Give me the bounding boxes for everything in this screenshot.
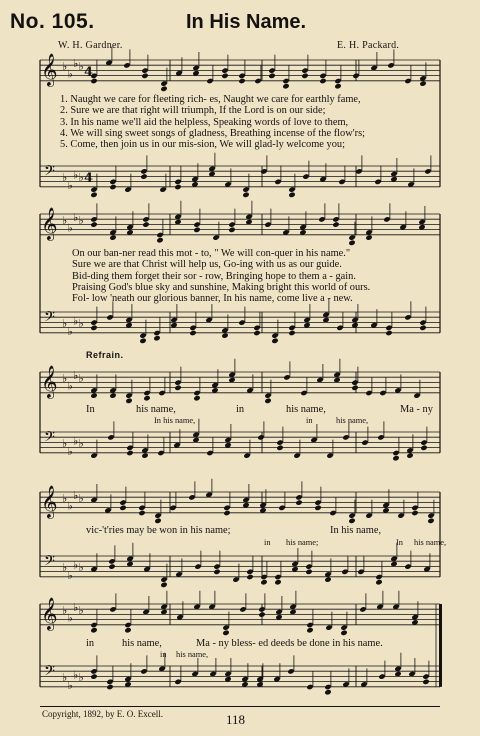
flat-icon: ♭ — [73, 211, 79, 225]
final-bar — [439, 604, 442, 687]
note-head — [126, 450, 133, 456]
flat-icon: ♭ — [78, 59, 84, 73]
refrain-bass-lyric: his name; — [286, 538, 319, 547]
flat-icon: ♭ — [73, 57, 79, 71]
footer-rule — [40, 706, 440, 707]
refrain-lyric: In his name, — [330, 525, 382, 536]
note-head — [90, 627, 97, 633]
note-head — [334, 83, 341, 89]
flat-icon: ♭ — [78, 317, 84, 330]
note-head — [138, 510, 145, 516]
flat-icon: ♭ — [78, 561, 84, 574]
flat-icon: ♭ — [67, 499, 73, 513]
note-head — [193, 395, 200, 401]
time-signature: 4 — [84, 65, 94, 80]
note-head — [427, 518, 434, 524]
time-signature: 4 — [84, 171, 94, 186]
flat-icon: ♭ — [62, 603, 68, 617]
flat-icon: ♭ — [62, 437, 68, 450]
note-head — [268, 73, 275, 79]
bass-clef-icon: 𝄢 — [44, 663, 55, 683]
treble-clef-icon: 𝄞 — [41, 485, 58, 518]
note-head — [109, 392, 116, 398]
note-head — [221, 332, 228, 338]
note-head — [332, 221, 339, 227]
verse-line: Sure we are that Christ will help us, Go-ing with us as our guide. — [72, 259, 342, 271]
note-head — [141, 452, 148, 458]
note-head — [154, 518, 161, 524]
flat-icon: ♭ — [62, 491, 68, 505]
note-head — [385, 330, 392, 336]
flat-icon: ♭ — [67, 568, 73, 582]
note-head — [223, 510, 230, 516]
note-head — [141, 73, 148, 79]
flat-icon: ♭ — [73, 601, 79, 615]
refrain-bass-lyric: his name, — [414, 538, 447, 547]
note-head — [419, 325, 426, 331]
flat-icon: ♭ — [62, 671, 68, 684]
note-head — [90, 221, 97, 227]
note-head — [419, 80, 426, 86]
flat-icon: ♭ — [67, 379, 73, 393]
refrain-bass-lyric: his name, — [176, 650, 209, 659]
flat-icon: ♭ — [67, 611, 73, 625]
bass-clef-icon: 𝄢 — [44, 553, 55, 573]
note-head — [392, 455, 399, 461]
refrain-lyric: vic-'t'ries may be won in his name; — [86, 525, 231, 536]
refrain-lyric: Ma - ny — [400, 404, 433, 415]
bass-clef-icon: 𝄢 — [44, 429, 55, 449]
flat-icon: ♭ — [78, 671, 84, 684]
note-head — [314, 505, 321, 511]
refrain-bass-lyric: In his name, — [154, 416, 196, 425]
note-head — [242, 192, 249, 198]
flat-icon: ♭ — [73, 668, 79, 682]
treble-clef-icon: 𝄞 — [41, 207, 58, 240]
lyricist-credit: W. H. Gardner. — [58, 40, 123, 51]
composer-credit: E. H. Packard. — [337, 40, 400, 51]
note-head — [193, 227, 200, 233]
note-head — [90, 673, 97, 679]
refrain-lyric: Ma - ny bless- ed deeds be done in his name. — [196, 638, 383, 649]
refrain-bass-lyric: In — [396, 538, 403, 547]
copyright-notice: Copyright, 1892, by E. O. Excell. — [42, 709, 163, 719]
note-head — [143, 395, 150, 401]
note-head — [153, 335, 160, 341]
note-head — [420, 445, 427, 451]
verse-line: 5. Come, then join us in our mis-sion, We will glad-ly welcome you; — [60, 139, 345, 151]
flat-icon: ♭ — [62, 561, 68, 574]
note-head — [260, 579, 267, 585]
hymn-number: No. 105. — [10, 10, 95, 33]
flat-icon: ♭ — [78, 213, 84, 227]
note-head — [140, 173, 147, 179]
note-head — [142, 221, 149, 227]
note-head — [348, 240, 355, 246]
note-head — [375, 579, 382, 585]
flat-icon: ♭ — [67, 67, 73, 81]
flat-icon: ♭ — [67, 444, 73, 458]
flat-icon: ♭ — [62, 371, 68, 385]
verse-line: On our ban-ner read this mot - to, " We will con-quer in his name." — [72, 248, 351, 259]
refrain-lyric: his name, — [286, 404, 326, 415]
note-head — [422, 679, 429, 685]
flat-icon: ♭ — [73, 434, 79, 448]
note-head — [106, 684, 113, 690]
note-head — [160, 582, 167, 588]
note-head — [108, 563, 115, 569]
verse-line: Praising God's blue sky and sunshine, Making bright this world of ours. — [72, 281, 371, 293]
flat-icon: ♭ — [62, 59, 68, 73]
note-head — [253, 330, 260, 336]
flat-icon: ♭ — [78, 171, 84, 184]
flat-icon: ♭ — [78, 371, 84, 385]
note-head — [288, 192, 295, 198]
note-head — [90, 392, 97, 398]
note-head — [305, 569, 312, 575]
note-head — [319, 78, 326, 84]
refrain-bass-lyric: in — [160, 650, 167, 659]
note-head — [288, 330, 295, 336]
treble-clef-icon: 𝄞 — [41, 53, 58, 86]
note-head — [238, 78, 245, 84]
refrain-label: Refrain. — [86, 350, 124, 360]
note-head — [301, 73, 308, 79]
note-head — [365, 234, 372, 240]
flat-icon: ♭ — [73, 168, 79, 182]
note-head — [125, 398, 132, 404]
note-head — [351, 385, 358, 391]
note-head — [295, 499, 302, 505]
note-head — [228, 227, 235, 233]
note-head — [324, 576, 331, 582]
note-head — [109, 234, 116, 240]
note-head — [174, 184, 181, 190]
verse-line: 3. In his name we'll aid the helpless, Speaking words of love to them, — [60, 116, 349, 128]
note-head — [264, 398, 271, 404]
flat-icon: ♭ — [67, 324, 73, 338]
note-head — [213, 569, 220, 575]
note-head — [271, 338, 278, 344]
refrain-lyric: In — [86, 404, 95, 415]
flat-icon: ♭ — [67, 678, 73, 692]
verse-line: 4. We will sing sweet songs of gladness, Breathing incense of the flow'rs; — [60, 127, 366, 139]
note-head — [274, 579, 281, 585]
note-head — [90, 192, 97, 198]
bass-clef-icon: 𝄢 — [44, 309, 55, 329]
flat-icon: ♭ — [62, 213, 68, 227]
note-head — [156, 237, 163, 243]
flat-icon: ♭ — [78, 603, 84, 617]
note-head — [90, 325, 97, 331]
note-head — [411, 510, 418, 516]
verse-line: 2. Sure we are that right will triumph, If the Lord is on our side; — [60, 105, 326, 117]
note-head — [276, 445, 283, 451]
refrain-bass-lyric: his name, — [336, 416, 369, 425]
note-head — [282, 83, 289, 89]
verse-line: Bid-ding them forget their sor - row, Bringing hope to them a - gain. — [72, 270, 356, 282]
note-head — [222, 630, 229, 636]
verse-line: Fol- low 'neath our glorious banner, In his name, come live a - new. — [72, 293, 353, 305]
flat-icon: ♭ — [73, 489, 79, 503]
note-head — [324, 689, 331, 695]
hymn-title: In His Name. — [186, 11, 307, 33]
note-head — [340, 630, 347, 636]
refrain-bass-lyric: in — [306, 416, 313, 425]
refrain-bass-lyric: in — [264, 538, 271, 547]
flat-icon: ♭ — [78, 491, 84, 505]
note-head — [348, 518, 355, 524]
verse-line: 1. Naught we care for fleeting rich- es, Naught we care for earthly fame, — [60, 94, 361, 105]
flat-icon: ♭ — [67, 178, 73, 192]
note-head — [109, 184, 116, 190]
flat-icon: ♭ — [62, 171, 68, 184]
note-head — [174, 385, 181, 391]
note-head — [139, 338, 146, 344]
flat-icon: ♭ — [78, 437, 84, 450]
refrain-lyric: in — [236, 404, 245, 415]
bass-clef-icon: 𝄢 — [44, 163, 55, 183]
treble-clef-icon: 𝄞 — [41, 365, 58, 398]
flat-icon: ♭ — [62, 317, 68, 330]
flat-icon: ♭ — [73, 314, 79, 328]
note-head — [406, 452, 413, 458]
note-head — [160, 86, 167, 92]
flat-icon: ♭ — [73, 369, 79, 383]
flat-icon: ♭ — [67, 221, 73, 235]
flat-icon: ♭ — [73, 558, 79, 572]
note-head — [221, 73, 228, 79]
note-head — [306, 627, 313, 633]
note-head — [124, 627, 131, 633]
note-head — [119, 505, 126, 511]
refrain-lyric: his name, — [122, 638, 162, 649]
refrain-lyric: in — [86, 638, 95, 649]
treble-clef-icon: 𝄞 — [41, 597, 58, 630]
note-head — [246, 574, 253, 580]
note-head — [189, 330, 196, 336]
page-number: 118 — [226, 712, 246, 727]
refrain-lyric: his name, — [136, 404, 176, 415]
